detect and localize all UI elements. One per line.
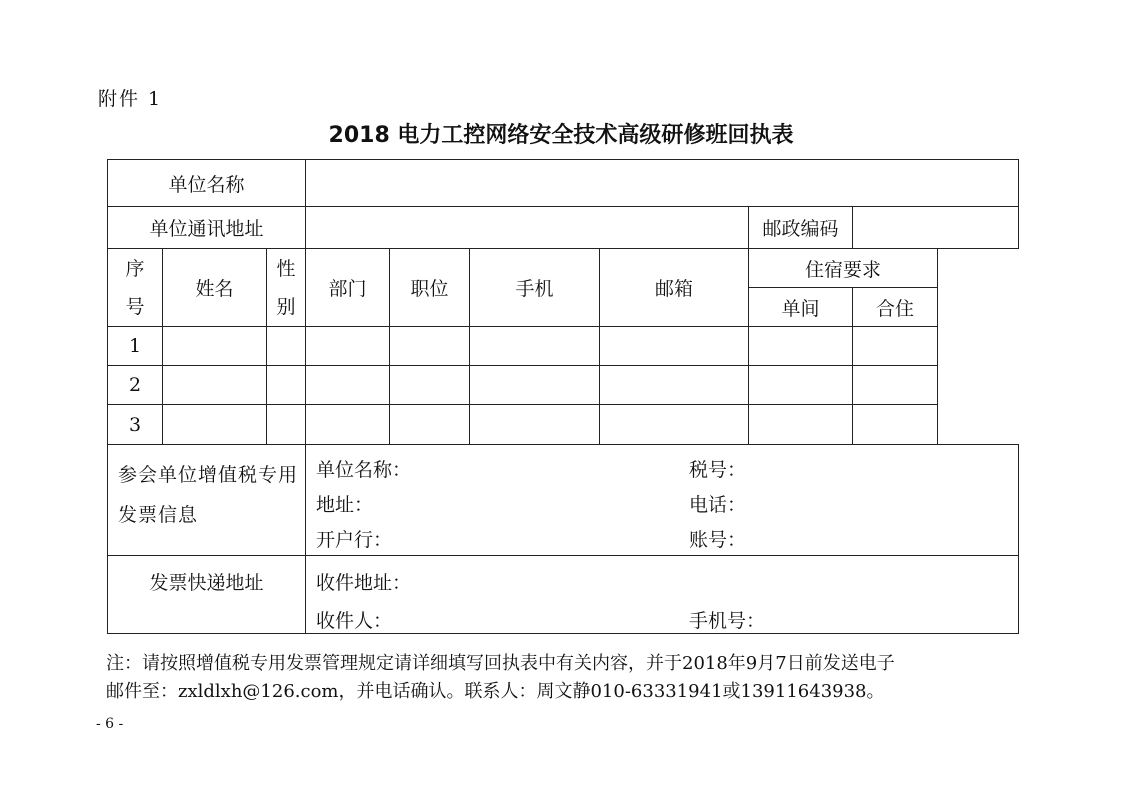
header-position: 职位 bbox=[390, 249, 470, 327]
unit-name-field[interactable] bbox=[306, 160, 1019, 207]
row-number: 3 bbox=[108, 405, 163, 445]
single-room-cell[interactable] bbox=[749, 327, 853, 366]
name-cell[interactable] bbox=[163, 405, 267, 445]
delivery-recipient-label: 收件人： bbox=[316, 610, 393, 632]
row-number: 2 bbox=[108, 366, 163, 405]
position-cell[interactable] bbox=[390, 366, 470, 405]
header-gender bbox=[267, 249, 306, 327]
delivery-mobile-label: 手机号： bbox=[689, 610, 766, 632]
invoice-phone-label: 电话： bbox=[689, 494, 747, 516]
invoice-info-label: 参会单位增值税专用发票信息 bbox=[108, 445, 306, 556]
gender-cell[interactable] bbox=[267, 366, 306, 405]
unit-address-label: 单位通讯地址 bbox=[108, 207, 306, 249]
invoice-bank-label: 开户行： bbox=[316, 529, 393, 551]
invoice-unit-name-label: 单位名称： bbox=[316, 459, 412, 481]
delivery-address-label: 发票快递地址 bbox=[108, 556, 306, 634]
name-cell[interactable] bbox=[163, 327, 267, 366]
header-gender-1: 性 bbox=[276, 257, 296, 280]
shared-room-cell[interactable] bbox=[853, 405, 938, 445]
invoice-info-cell[interactable] bbox=[306, 445, 1019, 556]
email-cell[interactable] bbox=[600, 327, 749, 366]
gender-cell[interactable] bbox=[267, 405, 306, 445]
header-mobile: 手机 bbox=[470, 249, 600, 327]
delivery-address-field-label: 收件地址： bbox=[316, 572, 412, 594]
invoice-tax-no-label: 税号： bbox=[689, 459, 747, 481]
postcode-field[interactable] bbox=[853, 207, 1019, 249]
header-seq-1: 序 bbox=[125, 257, 145, 280]
header-single-room: 单间 bbox=[749, 288, 853, 327]
dept-cell[interactable] bbox=[306, 327, 390, 366]
header-seq bbox=[108, 249, 163, 327]
dept-cell[interactable] bbox=[306, 405, 390, 445]
header-shared-room: 合住 bbox=[853, 288, 938, 327]
unit-address-field[interactable] bbox=[306, 207, 749, 249]
footnote-line-1: 注：请按照增值税专用发票管理规定请详细填写回执表中有关内容，并于2018年9月7日前发送电子 bbox=[106, 653, 895, 674]
header-seq-2: 号 bbox=[125, 295, 145, 318]
table-row bbox=[108, 405, 1019, 445]
header-gender-2: 别 bbox=[276, 295, 296, 318]
reply-form-table bbox=[107, 159, 1019, 634]
shared-room-cell[interactable] bbox=[853, 327, 938, 366]
mobile-cell[interactable] bbox=[470, 366, 600, 405]
header-email: 邮箱 bbox=[600, 249, 749, 327]
single-room-cell[interactable] bbox=[749, 366, 853, 405]
header-name: 姓名 bbox=[163, 249, 267, 327]
email-cell[interactable] bbox=[600, 366, 749, 405]
email-cell[interactable] bbox=[600, 405, 749, 445]
table-row bbox=[108, 366, 1019, 405]
table-row bbox=[108, 327, 1019, 366]
gender-cell[interactable] bbox=[267, 327, 306, 366]
attachment-label: 附件 1 bbox=[98, 88, 163, 110]
single-room-cell[interactable] bbox=[749, 405, 853, 445]
header-dept: 部门 bbox=[306, 249, 390, 327]
position-cell[interactable] bbox=[390, 327, 470, 366]
mobile-cell[interactable] bbox=[470, 327, 600, 366]
footnote-line-2: 邮件至：zxldlxh@126.com，并电话确认。联系人：周文静010-63331941或13911643938。 bbox=[106, 681, 885, 702]
row-number: 1 bbox=[108, 327, 163, 366]
position-cell[interactable] bbox=[390, 405, 470, 445]
mobile-cell[interactable] bbox=[470, 405, 600, 445]
shared-room-cell[interactable] bbox=[853, 366, 938, 405]
footnote bbox=[106, 650, 1026, 706]
dept-cell[interactable] bbox=[306, 366, 390, 405]
postcode-label: 邮政编码 bbox=[749, 207, 853, 249]
header-lodging: 住宿要求 bbox=[749, 249, 938, 288]
unit-name-label: 单位名称 bbox=[108, 160, 306, 207]
page-number: - 6 - bbox=[96, 716, 124, 732]
form-title: 2018 电力工控网络安全技术高级研修班回执表 bbox=[328, 123, 794, 148]
name-cell[interactable] bbox=[163, 366, 267, 405]
delivery-address-cell[interactable] bbox=[306, 556, 1019, 634]
invoice-account-label: 账号： bbox=[689, 529, 747, 551]
invoice-address-label: 地址： bbox=[316, 494, 374, 516]
